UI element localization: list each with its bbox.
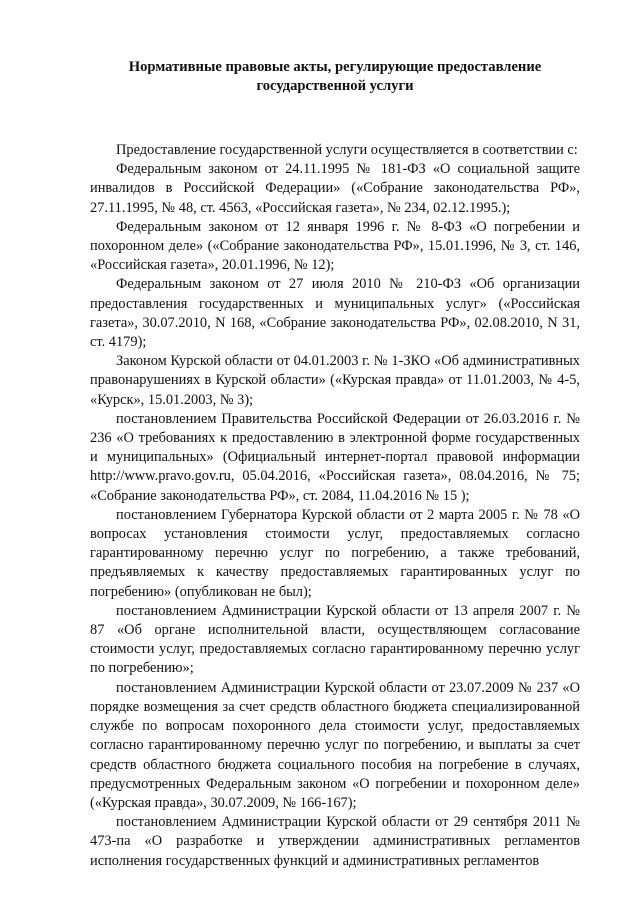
paragraph-admin-decree-87: постановлением Администрации Курской области от 13 апреля 2007 г. № 87 «Об органе исполнительной власти, осуществляющем согласование стоимости услуг, предоставляемых согласно гарантированному перечню услуг по погребению»; bbox=[90, 602, 580, 677]
paragraph-kursk-law-1zko: Законом Курской области от 04.01.2003 г. № 1-ЗКО «Об административных правонарушениях в Курской области» («Курская правда» от 11.01.2003, № 4-5, «Курск», 15.01.2003, № 3); bbox=[90, 353, 580, 408]
paragraph-government-decree-236: постановлением Правительства Российской Федерации от 26.03.2016 г. № 236 «О требованиях к предоставлению в электронной форме государственных и муниципальных» (Официальный интернет-портал правовой информации http://www.pravo.gov.ru, 05.04.2016, «Российская газета», 08.04.2016, № 75; «Собрание законодательства РФ», ст. 2084, 11.04.2016 № 15 ); bbox=[90, 410, 580, 504]
paragraph-admin-decree-237: постановлением Администрации Курской области от 23.07.2009 № 237 «О порядке возмещения за счет средств областного бюджета специализированной службе по вопросам похоронного дела стоимости услуг, предоставляемых согласно гарантированному перечню услуг по погребению, и выплаты за счет средств областного бюджета социального пособия на погребение в случаях, предусмотренных Федеральным законом «О погребении и похоронном деле» («Курская правда», 30.07.2009, № 166-167); bbox=[90, 679, 580, 811]
paragraph-admin-decree-473pa: постановлением Администрации Курской области от 29 сентября 2011 № 473-па «О разработке и утверждении административных регламентов исполнения государственных функций и административных регламентов bbox=[90, 814, 580, 869]
paragraph-law-210fz: Федеральным законом от 27 июля 2010 № 210-ФЗ «Об организации предоставления государственных и муниципальных услуг» («Российская газета», 30.07.2010, N 168, «Собрание законодательства РФ», 02.08.2010, N 31, ст. 4179); bbox=[90, 276, 580, 351]
paragraph-governor-decree-78: постановлением Губернатора Курской области от 2 марта 2005 г. № 78 «О вопросах установления стоимости услуг, предоставляемых согласно гарантированному перечню услуг по погребению, а также требований, предъявляемых к качеству предоставляемых гарантированных услуг по погребению» (опубликован не был); bbox=[90, 506, 580, 600]
paragraph-law-181fz: Федеральным законом от 24.11.1995 № 181-ФЗ «О социальной защите инвалидов в Российской Федерации» («Собрание законодательства РФ», 27.11.1995, № 48, ст. 4563, «Российская газета», № 234, 02.12.1995.); bbox=[90, 161, 580, 216]
document-page bbox=[90, 58, 580, 871]
document-title: Нормативные правовые акты, регулирующие предоставление государственной услуги bbox=[128, 59, 542, 94]
paragraph-law-8fz: Федеральным законом от 12 января 1996 г. № 8-ФЗ «О погребении и похоронном деле» («Собрание законодательства РФ», 15.01.1996, № 3, ст. 146, «Российская газета», 20.01.1996, № 12); bbox=[90, 218, 580, 274]
paragraph-intro: Предоставление государственной услуги осуществляется в соответствии с: bbox=[116, 142, 578, 158]
